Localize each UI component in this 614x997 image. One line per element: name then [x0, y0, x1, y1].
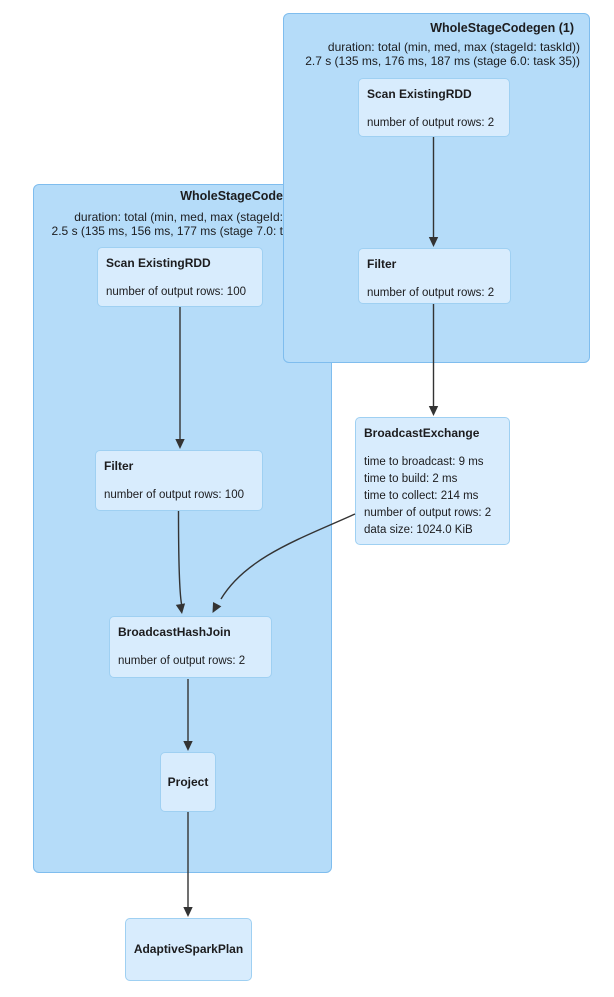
node-title: Scan ExistingRDD	[106, 256, 211, 270]
node-metric: number of output rows: 100	[104, 489, 244, 501]
node-scan-existingrdd-1[interactable]	[358, 78, 510, 137]
duration-value: 2.5 s (135 ms, 156 ms, 177 ms (stage 7.0: t	[51, 224, 283, 238]
node-metric: number of output rows: 2	[367, 287, 495, 299]
node-title: Scan ExistingRDD	[367, 87, 472, 101]
duration-label: duration: total (min, med, max (stageId: taskId))	[327, 40, 580, 54]
node-title: BroadcastExchange	[364, 426, 480, 440]
node-broadcast-exchange[interactable]	[355, 417, 510, 545]
node-metric: time to broadcast: 9 ms	[364, 456, 484, 468]
duration-label: duration: total (min, med, max (stageId:	[74, 210, 283, 224]
node-scan-existingrdd-2[interactable]	[97, 247, 263, 307]
node-metric: time to build: 2 ms	[364, 473, 458, 485]
node-metric: number of output rows: 2	[118, 655, 246, 667]
node-title: Project	[167, 774, 209, 789]
node-title: BroadcastHashJoin	[118, 625, 231, 639]
node-project[interactable]	[160, 752, 216, 812]
node-adaptive-spark-plan[interactable]	[125, 918, 252, 981]
cluster-wholestagecodegen-1-title: WholeStageCodegen (1)	[430, 21, 574, 35]
cluster-wholestagecodegen-1-duration	[305, 40, 580, 68]
node-metric: time to collect: 214 ms	[364, 490, 479, 502]
node-metric: number of output rows: 100	[106, 286, 246, 298]
node-metric: data size: 1024.0 KiB	[364, 524, 473, 536]
node-title: AdaptiveSparkPlan	[133, 942, 244, 956]
node-filter-2[interactable]	[95, 450, 263, 511]
cluster-wholestagecodegen-2-duration	[52, 210, 283, 238]
node-metric: number of output rows: 2	[364, 507, 492, 519]
cluster-wholestagecodegen-2-title: WholeStageCode	[180, 189, 283, 203]
duration-value: 2.7 s (135 ms, 176 ms, 187 ms (stage 6.0: task 35))	[305, 54, 580, 68]
node-title: Filter	[367, 257, 397, 271]
node-metric: number of output rows: 2	[367, 117, 495, 129]
node-filter-1[interactable]	[358, 248, 511, 304]
node-title: Filter	[104, 459, 134, 473]
node-broadcast-hash-join[interactable]	[109, 616, 272, 678]
